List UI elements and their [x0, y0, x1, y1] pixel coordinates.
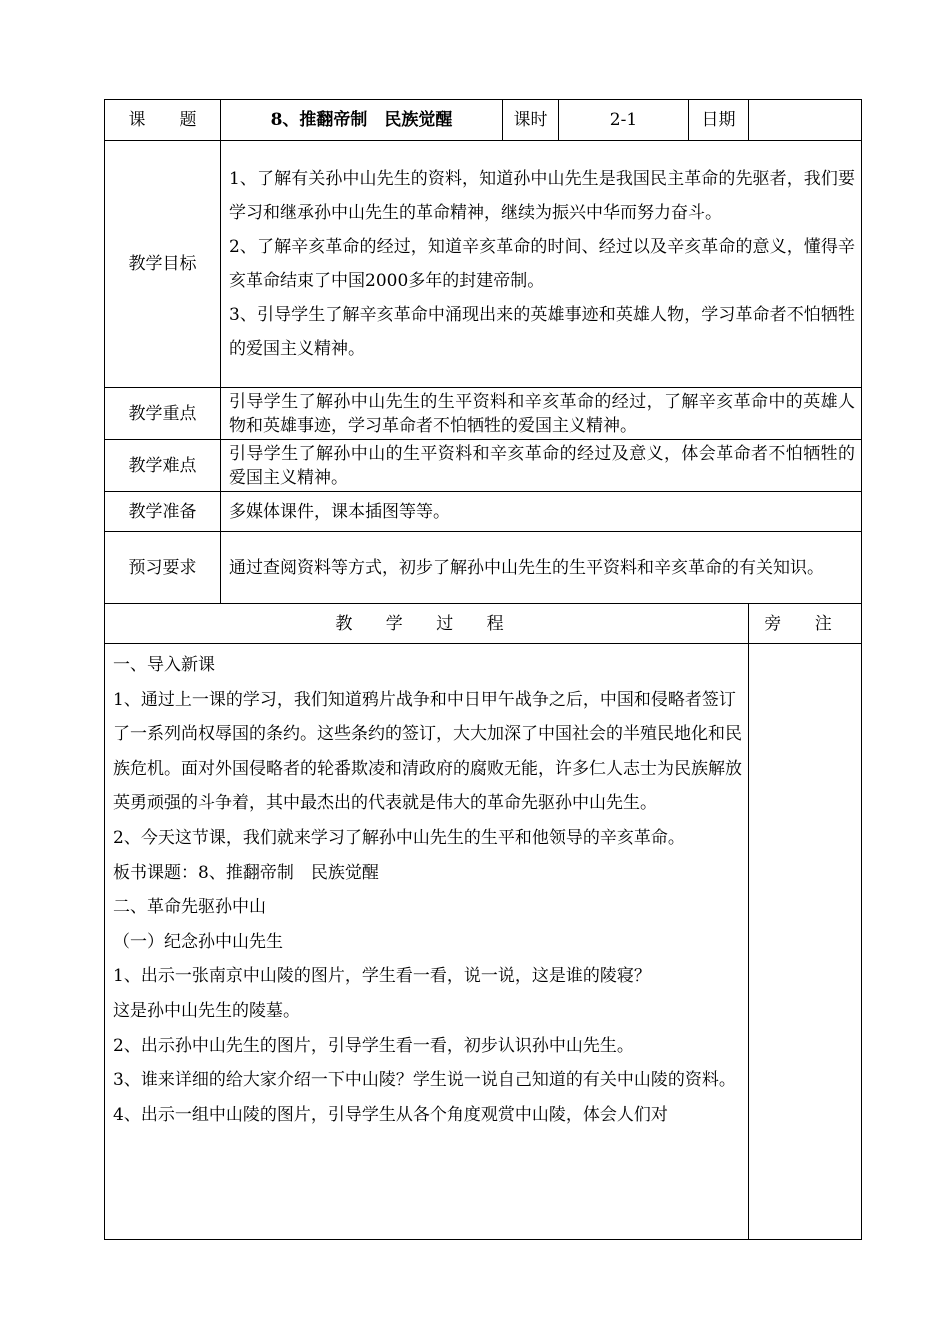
- process-line: 这是孙中山先生的陵墓。: [113, 1000, 300, 1021]
- preview-row: [105, 532, 862, 604]
- goals-label: 教学目标: [105, 141, 221, 388]
- process-line: 3、谁来详细的给大家介绍一下中山陵？学生说一说自己知道的有关中山陵的资料。: [113, 1070, 736, 1091]
- goal-item: 2、了解辛亥革命的经过，知道辛亥革命的时间、经过以及辛亥革命的意义，懂得辛亥革命结束了中国2000多年的封建帝制。: [229, 237, 855, 291]
- difficulties-row: [105, 440, 862, 492]
- date-label: 日期: [689, 100, 749, 141]
- goals-row: [105, 141, 862, 388]
- process-line: 4、出示一组中山陵的图片，引导学生从各个角度观赏中山陵，体会人们对: [113, 1104, 668, 1125]
- goal-item: 3、引导学生了解辛亥革命中涌现出来的英雄事迹和英雄人物，学习革命者不怕牺牲的爱国主义精神。: [229, 305, 855, 359]
- topic-value: 8、推翻帝制 民族觉醒: [221, 100, 503, 141]
- preparation-text: 多媒体课件，课本插图等等。: [221, 492, 862, 532]
- period-label: 课时: [503, 100, 559, 141]
- process-body-row: [105, 644, 862, 1240]
- date-value: [749, 100, 862, 141]
- goal-item: 1、了解有关孙中山先生的资料，知道孙中山先生是我国民主革命的先驱者，我们要学习和继承孙中山先生的革命精神，继续为振兴中华而努力奋斗。: [229, 169, 855, 223]
- process-line: 1、通过上一课的学习，我们知道鸦片战争和中日甲午战争之后，中国和侵略者签订了一系列尚权辱国的条约。这些条约的签订，大大加深了中国社会的半殖民地化和民族危机。面对外国侵略者的轮番欺凌和清政府的腐败无能，许多仁人志士为民族解放英勇顽强的斗争着，其中最杰出的代表就是伟大的革命先驱孙中山先生。: [113, 689, 742, 814]
- process-content: [105, 644, 749, 1240]
- goals-content: [221, 141, 862, 388]
- lesson-plan-table: [104, 99, 862, 1240]
- process-header-row: [105, 604, 862, 644]
- process-line: 1、出示一张南京中山陵的图片，学生看一看，说一说，这是谁的陵寝？: [113, 966, 651, 987]
- side-notes-header: 旁 注: [749, 604, 862, 644]
- process-line: 一、导入新课: [113, 655, 215, 675]
- key-points-text: 引导学生了解孙中山先生的生平资料和辛亥革命的经过，了解辛亥革命中的英雄人物和英雄事迹，学习革命者不怕牺牲的爱国主义精神。: [221, 388, 862, 440]
- preparation-label: 教学准备: [105, 492, 221, 532]
- key-points-row: [105, 388, 862, 440]
- process-line: 2、今天这节课，我们就来学习了解孙中山先生的生平和他领导的辛亥革命。: [113, 827, 685, 848]
- process-line: 板书课题：8、推翻帝制 民族觉醒: [113, 862, 379, 883]
- key-points-label: 教学重点: [105, 388, 221, 440]
- preview-label: 预习要求: [105, 532, 221, 604]
- header-row: [105, 100, 862, 141]
- difficulties-label: 教学难点: [105, 440, 221, 492]
- topic-label: 课 题: [105, 100, 221, 141]
- process-line: （一）纪念孙中山先生: [113, 931, 283, 952]
- preview-text: 通过查阅资料等方式，初步了解孙中山先生的生平资料和辛亥革命的有关知识。: [221, 532, 862, 604]
- process-header: 教 学 过 程: [105, 604, 749, 644]
- side-notes-cell: [749, 644, 862, 1240]
- preparation-row: [105, 492, 862, 532]
- difficulties-text: 引导学生了解孙中山的生平资料和辛亥革命的经过及意义，体会革命者不怕牺牲的爱国主义精神。: [221, 440, 862, 492]
- process-line: 二、革命先驱孙中山: [113, 897, 266, 918]
- process-line: 2、出示孙中山先生的图片，引导学生看一看，初步认识孙中山先生。: [113, 1035, 634, 1056]
- period-value: 2-1: [559, 100, 689, 141]
